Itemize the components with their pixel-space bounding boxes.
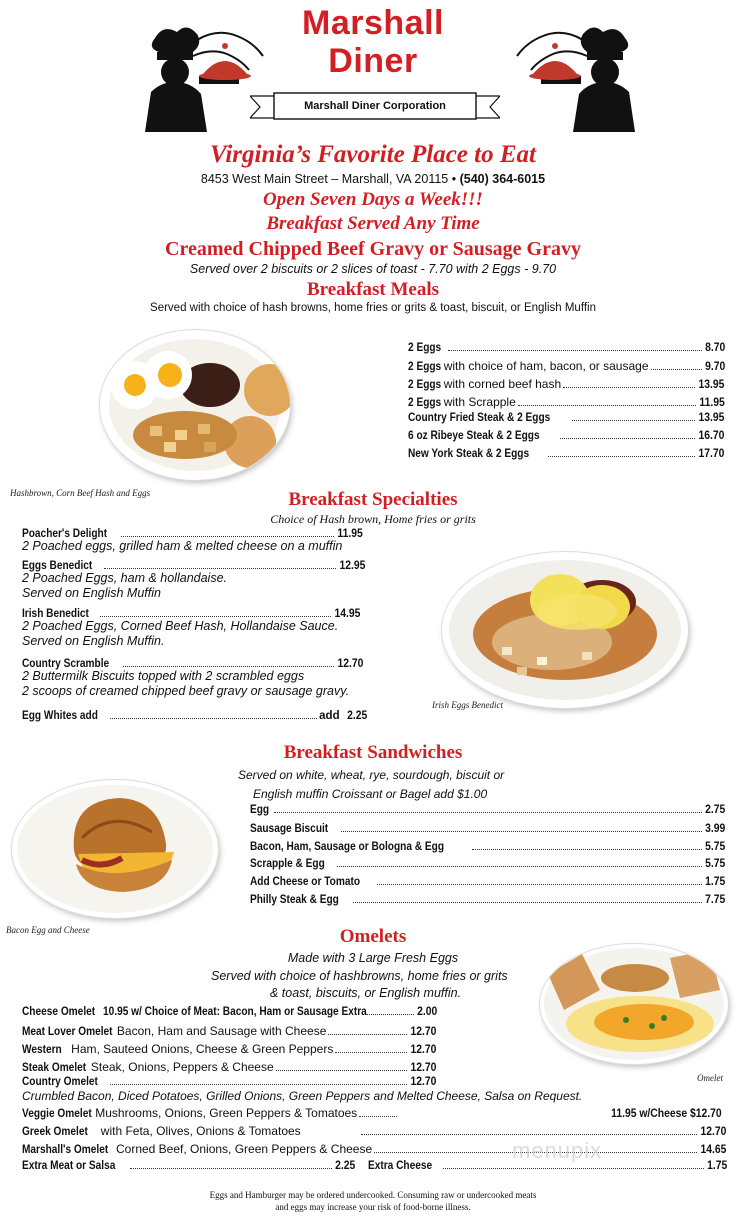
country-omelet-name: Country Omelet [22, 1076, 98, 1088]
western-desc: Ham, Sauteed Onions, Cheese & Green Peppers [71, 1042, 334, 1056]
western-price: 12.70 [410, 1044, 437, 1056]
plate1-caption: Hashbrown, Corn Beef Hash and Eggs [10, 488, 151, 498]
extra-meat-row [22, 1160, 356, 1172]
dot-leader [443, 1168, 704, 1169]
specialty-price: 12.70 [337, 658, 364, 670]
gravy-title: Creamed Chipped Beef Gravy or Sausage Gravy [165, 238, 581, 260]
meal-price: 8.70 [704, 342, 725, 354]
sandwich-name: Egg [250, 804, 270, 816]
dot-leader [377, 884, 702, 885]
dot-leader [472, 849, 701, 850]
meal-name: 2 Eggs [408, 342, 442, 354]
dot-leader [361, 1134, 698, 1135]
steak-omelet-row [22, 1060, 438, 1074]
sandwich-row [250, 876, 726, 888]
meal-name: 2 Eggs [408, 361, 442, 373]
chef-right-illustration [505, 26, 645, 132]
greek-omelet-name: Greek Omelet [22, 1126, 88, 1138]
greek-omelet-price: 12.70 [700, 1126, 727, 1138]
specialty-desc-line: 2 Buttermilk Biscuits topped with 2 scrambled eggs [22, 669, 305, 683]
plate4-caption: Omelet [697, 1073, 723, 1083]
meal-row [408, 359, 726, 373]
sandwich-name: Scrapple & Egg [250, 858, 325, 870]
sandwich-price: 3.99 [704, 823, 725, 835]
specialty-name: Eggs Benedict [22, 560, 93, 572]
country-omelet-price: 12.70 [410, 1076, 437, 1088]
plate-eggs-hash [100, 330, 290, 480]
western-row [22, 1042, 438, 1056]
meal-row [408, 430, 726, 442]
extra-meat-name: Extra Meat or Salsa [22, 1160, 116, 1172]
specialty-desc-line: 2 Poached Eggs, Corned Beef Hash, Hollandaise Sauce. [22, 619, 339, 633]
dot-leader [100, 616, 331, 617]
dot-leader [563, 387, 695, 388]
meal-row [408, 448, 726, 460]
dot-leader [572, 420, 696, 421]
sandwich-name: Add Cheese or Tomato [250, 876, 361, 888]
dot-leader [548, 456, 696, 457]
plate-irish-benedict [442, 552, 688, 708]
dot-leader [651, 369, 702, 370]
specialty-name: Irish Benedict [22, 608, 89, 620]
sandwich-name: Bacon, Ham, Sausage or Bologna & Egg [250, 841, 445, 853]
plate-bacon-egg-cheese [12, 780, 218, 918]
specialty-desc-line: 2 Poached Eggs, ham & hollandaise. [22, 571, 227, 585]
breakfast-meals-title: Breakfast Meals [306, 279, 440, 300]
sandwich-name: Sausage Biscuit [250, 823, 329, 835]
sandwiches-desc2: English muffin Croissant or Bagel add $1.00 [253, 787, 488, 801]
meal-row [408, 412, 726, 424]
specialty-desc-line: 2 Poached eggs, grilled ham & melted cheese on a muffin [22, 539, 343, 553]
sandwich-row [250, 841, 726, 853]
plate2-caption: Irish Eggs Benedict [432, 700, 503, 710]
meal-price: 13.95 [698, 412, 725, 424]
meal-row [408, 377, 726, 391]
sandwich-price: 5.75 [704, 858, 725, 870]
cheese-omelet-desc: 10.95 w/ Choice of Meat: Bacon, Ham or Sausage Extra [103, 1006, 367, 1018]
dot-leader [121, 536, 334, 537]
diner-title [253, 6, 493, 78]
meal-name: 2 Eggs [408, 379, 442, 391]
title-line2: Diner [328, 42, 418, 80]
egg-whites-add: add [319, 710, 340, 722]
veggie-omelet-desc: Mushrooms, Onions, Green Peppers & Tomatoes [95, 1106, 358, 1120]
specialty-price: 14.95 [334, 608, 361, 620]
sandwiches-title: Breakfast Sandwiches [283, 742, 463, 763]
sandwich-row [250, 894, 726, 906]
specialty-name: Country Scramble [22, 658, 110, 670]
extra-cheese-name: Extra Cheese [368, 1160, 433, 1172]
dot-leader [337, 866, 702, 867]
specialty-name: Poacher's Delight [22, 528, 108, 540]
specialty-desc-line: Served on English Muffin. [22, 634, 165, 648]
sandwich-price: 7.75 [704, 894, 725, 906]
extra-meat-price: 2.25 [334, 1160, 355, 1172]
marshall-omelet-price: 14.65 [700, 1144, 727, 1156]
sandwiches-desc1: Served on white, wheat, rye, sourdough, biscuit or [238, 768, 505, 782]
watermark: menupix [512, 1138, 603, 1163]
cheese-omelet-row [22, 1006, 438, 1018]
sandwich-row [250, 804, 726, 816]
meal-row [408, 395, 726, 409]
sandwich-price: 1.75 [704, 876, 725, 888]
meat-lover-row [22, 1024, 438, 1038]
meal-desc: with choice of ham, bacon, or sausage [443, 359, 649, 373]
gravy-desc: Served over 2 biscuits or 2 slices of toast - 7.70 with 2 Eggs - 9.70 [189, 262, 557, 276]
greek-omelet-row [22, 1124, 728, 1138]
extra-cheese-price: 1.75 [706, 1160, 727, 1172]
meal-price: 9.70 [704, 361, 725, 373]
marshall-omelet-row [22, 1142, 728, 1156]
dot-leader [328, 1034, 407, 1035]
meal-name: Country Fried Steak & 2 Eggs [408, 412, 551, 424]
egg-whites-row [22, 710, 368, 722]
meat-lover-name: Meat Lover Omelet [22, 1026, 113, 1038]
meal-price: 17.70 [698, 448, 725, 460]
marshall-omelet-desc: Corned Beef, Onions, Green Peppers & Cheese [115, 1142, 373, 1156]
footer-line2: and eggs may increase your risk of food-borne illness. [275, 1202, 471, 1212]
meal-name: 6 oz Ribeye Steak & 2 Eggs [408, 430, 540, 442]
specialties-title: Breakfast Specialties [288, 489, 458, 510]
breakfast-meals-desc: Served with choice of hash browns, home fries or grits & toast, biscuit, or English Muffin [150, 302, 596, 314]
marshall-omelet-name: Marshall's Omelet [22, 1144, 109, 1156]
veggie-omelet-name: Veggie Omelet [22, 1108, 92, 1120]
veggie-omelet-price: 11.95 w/Cheese $12.70 [611, 1108, 722, 1120]
plate3-caption: Bacon Egg and Cheese [6, 925, 90, 935]
title-line1: Marshall [302, 4, 444, 42]
footer-line1: Eggs and Hamburger may be ordered undercooked. Consuming raw or undercooked meats [209, 1190, 537, 1200]
meal-name: New York Steak & 2 Eggs [408, 448, 530, 460]
specialties-desc: Choice of Hash brown, Home fries or grits [270, 512, 476, 526]
dot-leader [274, 812, 702, 813]
address-line [0, 172, 746, 186]
plate-omelet [540, 944, 728, 1064]
egg-whites-price: 2.25 [346, 710, 367, 722]
dot-leader [110, 718, 317, 719]
meal-row [408, 342, 726, 354]
banner-text: Marshall Diner Corporation [304, 100, 446, 112]
sandwich-row [250, 858, 726, 870]
dot-leader [276, 1070, 408, 1071]
meal-price: 16.70 [698, 430, 725, 442]
dot-leader [123, 666, 334, 667]
breakfast-any-time: Breakfast Served Any Time [266, 213, 480, 234]
egg-whites-name: Egg Whites add [22, 710, 98, 722]
dot-leader [130, 1168, 332, 1169]
omelets-title: Omelets [339, 926, 407, 947]
cheese-omelet-name: Cheese Omelet [22, 1006, 96, 1018]
specialty-price: 11.95 [337, 528, 363, 540]
dot-leader [518, 405, 696, 406]
meal-price: 13.95 [698, 379, 725, 391]
meat-lover-price: 12.70 [410, 1026, 437, 1038]
cheese-omelet-price: 2.00 [416, 1006, 437, 1018]
dot-leader [448, 350, 702, 351]
phone: (540) 364-6015 [459, 172, 546, 186]
meat-lover-desc: Bacon, Ham and Sausage with Cheese [116, 1024, 327, 1038]
address: 8453 West Main Street – Marshall, VA 20115 • [200, 172, 460, 186]
dot-leader [341, 831, 702, 832]
open-seven-days: Open Seven Days a Week!!! [263, 189, 483, 210]
meal-desc: with corned beef hash [443, 377, 562, 391]
steak-omelet-price: 12.70 [410, 1062, 437, 1074]
meal-price: 11.95 [699, 397, 725, 409]
sandwich-price: 5.75 [704, 841, 725, 853]
sandwich-row [250, 823, 726, 835]
dot-leader [353, 902, 702, 903]
omelets-desc1: Made with 3 Large Fresh Eggs [287, 951, 459, 965]
meal-name: 2 Eggs [408, 397, 442, 409]
specialty-desc-line: 2 scoops of creamed chipped beef gravy or sausage gravy. [22, 684, 350, 698]
dot-leader [363, 1014, 414, 1015]
dot-leader [335, 1052, 407, 1053]
country-omelet-row [22, 1076, 438, 1088]
greek-omelet-desc: with Feta, Olives, Onions & Tomatoes [100, 1124, 301, 1138]
dot-leader [110, 1084, 407, 1085]
banner-ribbon [250, 92, 500, 122]
omelets-desc3: & toast, biscuits, or English muffin. [270, 986, 462, 1000]
omelets-desc2: Served with choice of hashbrowns, home fries or grits [211, 969, 508, 983]
veggie-omelet-row [22, 1106, 728, 1120]
dot-leader [560, 438, 696, 439]
specialty-desc-line: Served on English Muffin [22, 586, 161, 600]
specialty-price: 12.95 [339, 560, 366, 572]
country-omelet-desc: Crumbled Bacon, Diced Potatoes, Grilled Onions, Green Peppers and Melted Cheese, Salsa on Request. [22, 1089, 583, 1103]
tagline: Virginia’s Favorite Place to Eat [210, 141, 536, 168]
sandwich-price: 2.75 [704, 804, 725, 816]
sandwich-name: Philly Steak & Egg [250, 894, 339, 906]
steak-omelet-name: Steak Omelet [22, 1062, 87, 1074]
western-name: Western [22, 1044, 62, 1056]
meal-desc: with Scrapple [443, 395, 516, 409]
dot-leader [104, 568, 336, 569]
dot-leader [359, 1116, 397, 1117]
steak-omelet-desc: Steak, Onions, Peppers & Cheese [90, 1060, 274, 1074]
